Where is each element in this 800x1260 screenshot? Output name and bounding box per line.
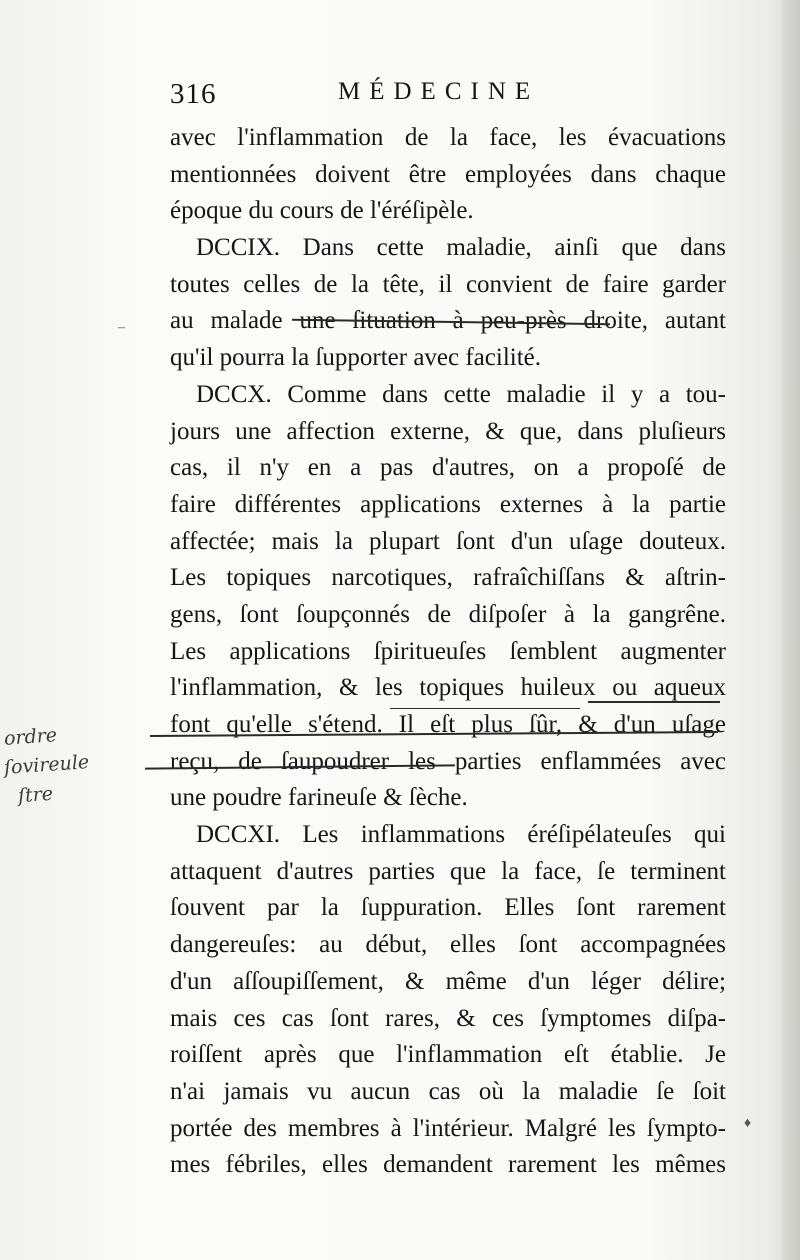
- text-line: font qu'elle s'étend. Il eſt plus ſûr, & d'un uſage: [170, 711, 726, 738]
- text-line: mais ces cas ſont rares, & ces ſymptomes diſpa-: [170, 1004, 726, 1032]
- text-line: époque du cours de l'éréſipèle.: [170, 197, 474, 225]
- text-line: d'un aſſoupiſſement, & même d'un léger délire;: [170, 967, 726, 995]
- text-line: mentionnées doivent être employées dans chaque: [170, 160, 726, 188]
- text-line: n'ai jamais vu aucun cas où la maladie ſe ſoit: [170, 1077, 726, 1105]
- margin-note: ſtre: [17, 782, 54, 808]
- text-line: dangereuſes: au début, elles ſont accompagnées: [170, 931, 726, 959]
- pen-underline: [588, 701, 720, 703]
- text-line: mes fébriles, elles demandent rarement les mêmes: [170, 1151, 726, 1179]
- text-line: qu'il pourra la ſupporter avec facilité.: [170, 344, 542, 372]
- text-line: affectée; mais la plupart ſont d'un uſage douteux.: [170, 527, 726, 555]
- text-line: avec l'inflammation de la face, les évacuations: [170, 124, 726, 151]
- text-line: cas, il n'y en a pas d'autres, on a propoſé de: [170, 454, 726, 482]
- text-line: ſouvent par la ſuppuration. Elles ſont rarement: [170, 894, 726, 922]
- margin-note: ordre: [3, 724, 58, 750]
- page-header: [170, 78, 730, 118]
- text-line: une poudre farineuſe & ſèche.: [170, 784, 468, 812]
- page-number: 316: [170, 78, 217, 110]
- text-line: l'inflammation, & les topiques huileux ou aqueux: [170, 674, 726, 702]
- text-line: au malade une ſituation à peu-près droite, autant: [170, 307, 726, 335]
- text-line: portée des membres à l'intérieur. Malgré les ſympto-: [170, 1114, 726, 1142]
- text-line: DCCXI. Les inflammations éréſipélateuſes qui: [196, 821, 726, 849]
- text-line: roiſſent après que l'inflammation eſt établie. Je: [170, 1041, 726, 1069]
- text-line: DCCX. Comme dans cette maladie il y a tou-: [196, 380, 726, 408]
- text-line: jours une affection externe, & que, dans pluſieurs: [170, 417, 726, 445]
- text-line: reçu, de ſaupoudrer les parties enflammées avec: [170, 747, 726, 775]
- body-text: [170, 120, 726, 1184]
- margin-note: ſovireule: [3, 751, 90, 779]
- text-line: Les applications ſpiritueuſes ſemblent augmenter: [170, 637, 726, 665]
- text-line: faire différentes applications externes à la partie: [170, 490, 726, 518]
- text-line: Les topiques narcotiques, rafraîchiſſans & aſtrin-: [170, 564, 726, 592]
- ink-mark: ♦: [744, 1116, 752, 1131]
- text-line: toutes celles de la tête, il convient de faire garder: [170, 270, 726, 298]
- pen-underline: [390, 708, 580, 709]
- running-title: MÉDECINE: [338, 78, 540, 105]
- page-gutter-shadow: [782, 0, 800, 1260]
- text-line: gens, ſont ſoupçonnés de diſpoſer à la gangrêne.: [170, 600, 726, 628]
- text-line: DCCIX. Dans cette maladie, ainſi que dans: [196, 234, 726, 262]
- ink-mark: –: [118, 320, 125, 335]
- text-line: attaquent d'autres parties que la face, ſe terminent: [170, 857, 726, 885]
